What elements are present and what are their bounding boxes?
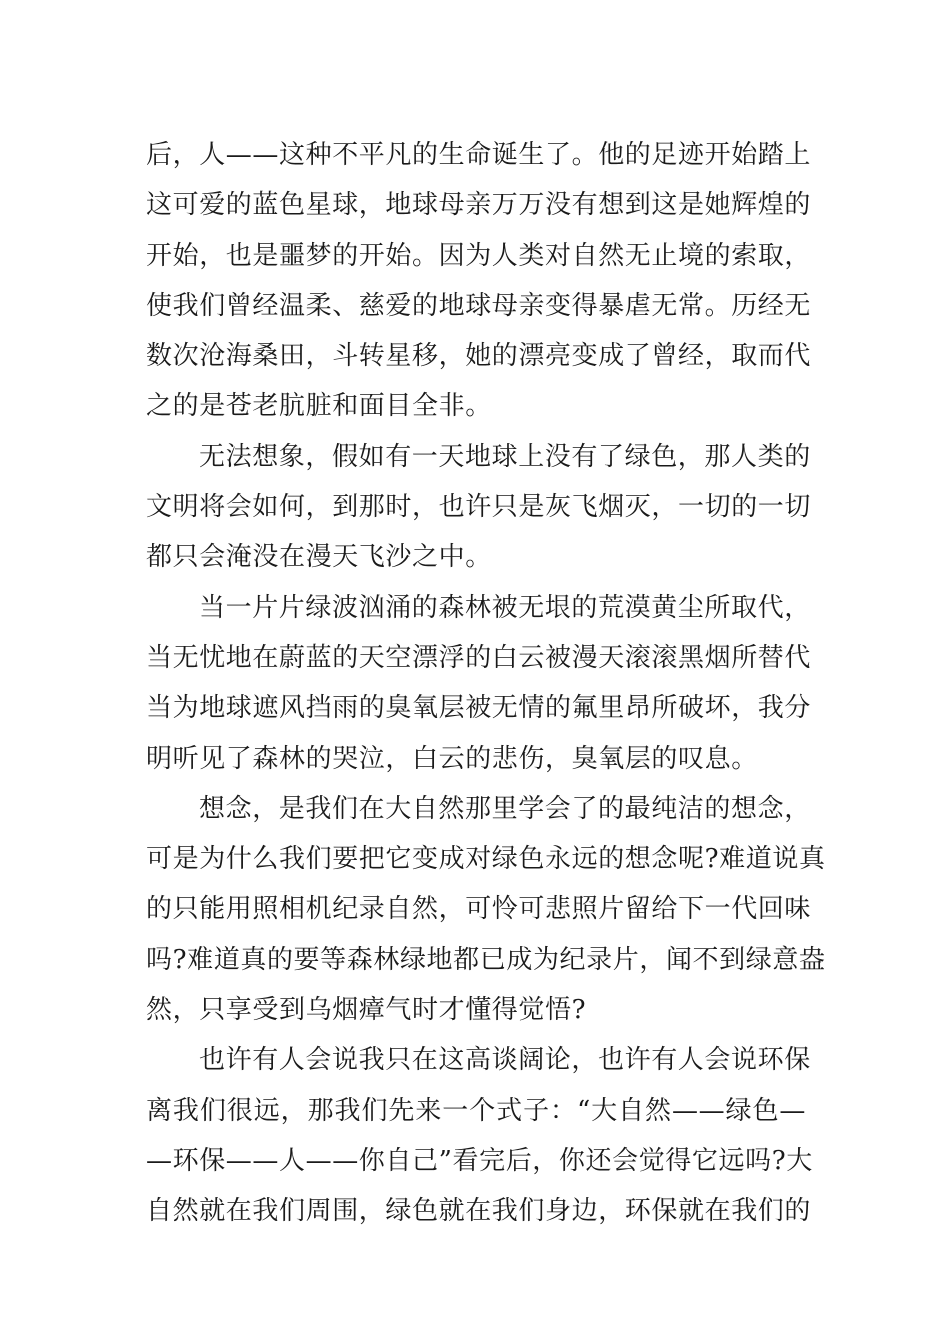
- text-line: 当一片片绿波汹涌的森林被无垠的荒漠黄尘所取代，: [199, 592, 811, 623]
- text-line: 使我们曾经温柔、慈爱的地球母亲变得暴虐无常。历经无: [146, 290, 812, 321]
- paragraph-4: [146, 784, 826, 1035]
- text-line: 然，只享受到乌烟瘴气时才懂得觉悟?: [146, 995, 587, 1026]
- text-line: 后，人——这种不平凡的生命诞生了。他的足迹开始踏上: [146, 140, 812, 170]
- paragraph-5: [146, 1035, 813, 1236]
- text-line: 文明将会如何，到那时，也许只是灰飞烟灭，一切的一切: [146, 492, 812, 523]
- text-line: 无法想象，假如有一天地球上没有了绿色，那人类的: [199, 441, 811, 472]
- text-line: 的只能用照相机纪录自然，可怜可悲照片留给下一代回味: [146, 894, 812, 925]
- text-line: —环保——人——你自己”看完后，你还会觉得它远吗?大: [146, 1145, 813, 1176]
- text-line: 当为地球遮风挡雨的臭氧层被无情的氟里昂所破坏，我分: [146, 693, 812, 724]
- text-line: 数次沧海桑田，斗转星移，她的漂亮变成了曾经，取而代: [146, 341, 812, 372]
- text-line: 当无忧地在蔚蓝的天空漂浮的白云被漫天滚滚黑烟所替代: [146, 642, 812, 673]
- text-line: 这可爱的蓝色星球，地球母亲万万没有想到这是她辉煌的: [146, 190, 812, 221]
- body-text: [146, 130, 826, 1237]
- text-line: 吗?难道真的要等森林绿地都已成为纪录片，闻不到绿意盎: [146, 944, 826, 975]
- paragraph-1: [146, 130, 812, 432]
- text-line: 自然就在我们周围，绿色就在我们身边，环保就在我们的: [146, 1196, 812, 1227]
- text-line: 可是为什么我们要把它变成对绿色永远的想念呢?难道说真: [146, 844, 826, 875]
- paragraph-3: [146, 583, 812, 784]
- text-line: 之的是苍老肮脏和面目全非。: [146, 391, 492, 422]
- text-line: 离我们很远，那我们先来一个式子：“大自然——绿色—: [146, 1095, 806, 1126]
- text-line: 开始，也是噩梦的开始。因为人类对自然无止境的索取，: [146, 240, 812, 271]
- text-line: 都只会淹没在漫天飞沙之中。: [146, 542, 492, 573]
- text-line: 也许有人会说我只在这高谈阔论，也许有人会说环保: [199, 1045, 811, 1076]
- text-line: 想念，是我们在大自然那里学会了的最纯洁的想念，: [199, 793, 811, 824]
- text-line: 明听见了森林的哭泣，白云的悲伤，臭氧层的叹息。: [146, 743, 758, 774]
- paragraph-2: [146, 432, 812, 583]
